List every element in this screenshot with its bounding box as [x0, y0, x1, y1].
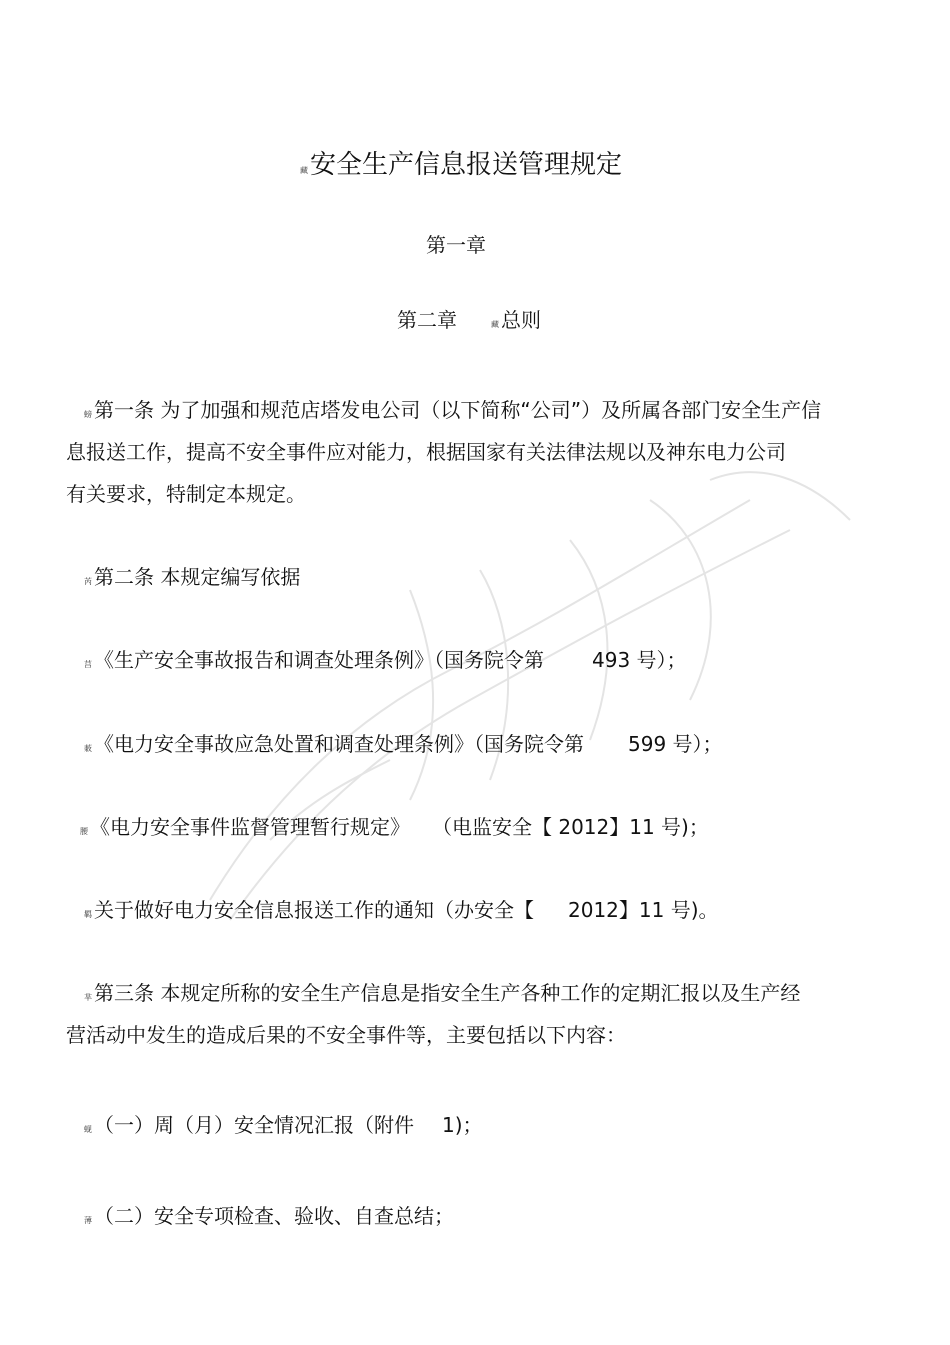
article-3-marker: 芈: [84, 993, 92, 1002]
reference-3: [80, 815, 709, 844]
title-marker: 藏: [300, 166, 308, 175]
reference-1-tail: 493 号）；: [592, 648, 687, 672]
reference-1: [84, 648, 687, 677]
chapter-two-label: 第二章: [397, 308, 457, 332]
item-1-tail: 1)；: [442, 1113, 483, 1137]
item-1-text: （一）周（月）安全情况汇报（附件: [94, 1113, 414, 1137]
item-2-marker: 薄: [84, 1216, 92, 1225]
reference-4: [84, 898, 719, 927]
item-2: [84, 1204, 454, 1233]
article-1-text-1: 第一条 为了加强和规范店塔发电公司（以下简称“公司”）及所属各部门安全生产信: [94, 398, 822, 422]
reference-4-tail: 2012】11 号)。: [568, 898, 719, 922]
article-1-line-3: 有关要求，特制定本规定。: [66, 482, 306, 506]
reference-1-marker: 莒: [84, 660, 92, 669]
article-2-marker: 芮: [84, 577, 92, 586]
item-1: [84, 1113, 483, 1142]
reference-2: [84, 732, 723, 761]
reference-2-text: 《电力安全事故应急处置和调查处理条例》（国务院令第: [94, 732, 584, 756]
chapter-one: 第一章: [426, 233, 486, 257]
reference-3-text: 《电力安全事件监督管理暂行规定》: [90, 815, 410, 839]
reference-3-tail: （电监安全【 2012】11 号)；: [432, 815, 709, 839]
article-3-line-2: 营活动中发生的造成后果的不安全事件等，主要包括以下内容：: [66, 1023, 626, 1047]
title-text: 安全生产信息报送管理规定: [310, 150, 623, 180]
reference-2-marker: 蓛: [84, 744, 92, 753]
article-2: [84, 565, 300, 594]
chapter-two-marker: 藏: [491, 320, 499, 329]
article-2-text: 第二条 本规定编写依据: [94, 565, 301, 589]
reference-3-marker: 腰: [80, 827, 88, 836]
item-1-marker: 蚬: [84, 1125, 92, 1134]
document-title: [300, 150, 622, 186]
chapter-two-heading: [397, 308, 541, 337]
article-3-text-1: 第三条 本规定所称的安全生产信息是指安全生产各种工作的定期汇报以及生产经: [94, 981, 801, 1005]
chapter-two-name: 总则: [501, 308, 541, 332]
reference-2-tail: 599 号）；: [628, 732, 723, 756]
article-1-marker: 螃: [84, 410, 92, 419]
reference-4-text: 关于做好电力安全信息报送工作的通知（办安全【: [94, 898, 534, 922]
article-1-line-1: [84, 398, 821, 427]
article-3-line-1: [84, 981, 800, 1010]
article-1-line-2: 息报送工作，提高不安全事件应对能力，根据国家有关法律法规以及神东电力公司: [66, 440, 786, 464]
item-2-text: （二）安全专项检查、验收、自查总结；: [94, 1204, 454, 1228]
reference-4-marker: 羁: [84, 910, 92, 919]
reference-1-text: 《生产安全事故报告和调查处理条例》（国务院令第: [94, 648, 544, 672]
